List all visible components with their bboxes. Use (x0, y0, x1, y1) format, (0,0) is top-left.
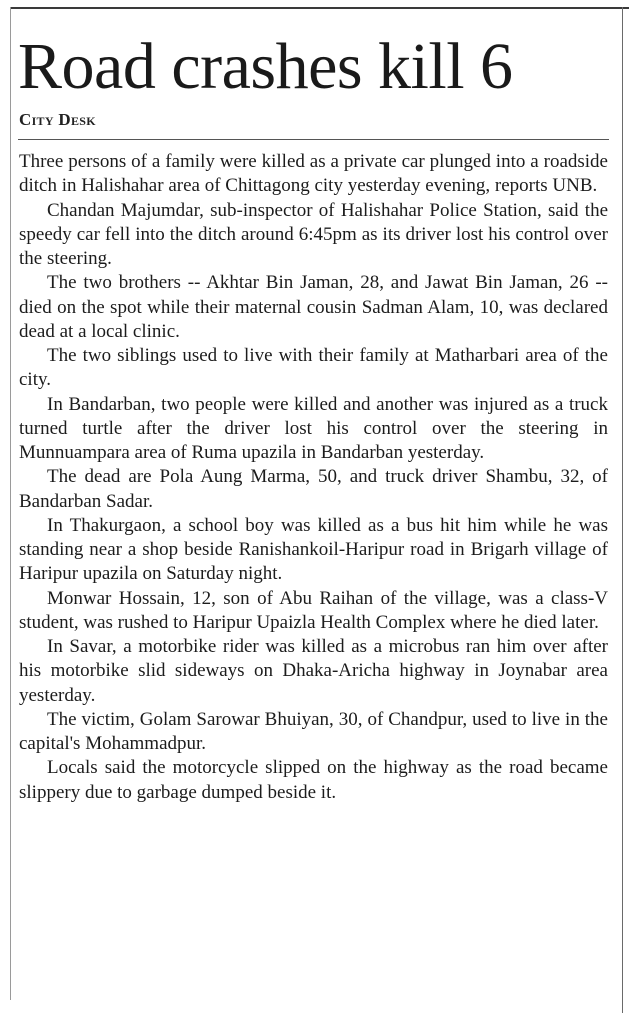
article-body (19, 150, 608, 805)
left-column-rule (10, 7, 11, 1000)
paragraph: The victim, Golam Sarowar Bhuiyan, 30, of Chandpur, used to live in the capital's Mohammadpur. (19, 708, 608, 754)
paragraph: In Thakurgaon, a school boy was killed as a bus hit him while he was standing near a shop beside Ranishankoil-Haripur road in Brigarh village of Haripur upazila on Saturday night. (19, 514, 608, 585)
headline: Road crashes kill 6 (18, 30, 513, 103)
byline-divider (18, 139, 609, 140)
byline: City Desk (19, 110, 96, 129)
paragraph: Monwar Hossain, 12, son of Abu Raihan of the village, was a class-V student, was rushed to Haripur Upaizla Health Complex where he died later. (19, 587, 608, 633)
top-border-rule (10, 7, 629, 9)
paragraph: Locals said the motorcycle slipped on the highway as the road became slippery due to garbage dumped beside it. (19, 757, 608, 803)
paragraph: In Bandarban, two people were killed and another was injured as a truck turned turtle after the driver lost his control over the steering in Munnuampara area of Ruma upazila in Bandarban yesterday. (19, 393, 608, 463)
paragraph: Three persons of a family were killed as a private car plunged into a roadside ditch in Halishahar area of Chittagong city yesterday evening, reports UNB. (19, 151, 608, 197)
paragraph: In Savar, a motorbike rider was killed as a microbus ran him over after his motorbike slid sideways on Dhaka-Aricha highway in Joynabar area yesterday. (19, 636, 608, 706)
paragraph: The dead are Pola Aung Marma, 50, and truck driver Shambu, 32, of Bandarban Sadar. (19, 466, 608, 512)
right-column-rule (622, 7, 623, 1013)
paragraph: Chandan Majumdar, sub-inspector of Halishahar Police Station, said the speedy car fell into the ditch around 6:45pm as its driver lost his control over the steering. (19, 199, 608, 269)
paragraph: The two siblings used to live with their family at Matharbari area of the city. (19, 345, 608, 391)
paragraph: The two brothers -- Akhtar Bin Jaman, 28, and Jawat Bin Jaman, 26 -- died on the spot while their maternal cousin Sadman Alam, 10, was declared dead at a local clinic. (19, 272, 608, 342)
